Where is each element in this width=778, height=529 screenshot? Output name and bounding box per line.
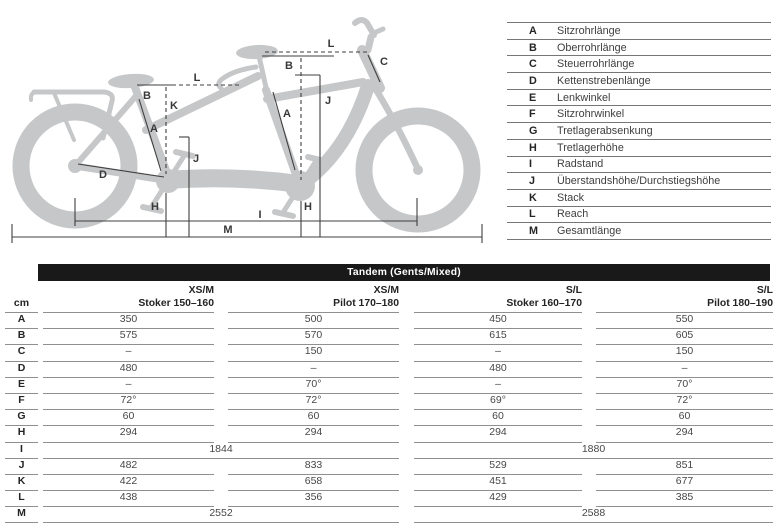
legend-key: K	[529, 191, 537, 204]
legend-term: Sitzrohrwinkel	[557, 108, 625, 121]
table-value-cell: 60	[43, 410, 214, 426]
dimension-label-stoker-K: K	[170, 100, 178, 112]
table-value-cell: 677	[596, 475, 773, 491]
legend-key: J	[529, 175, 536, 188]
legend-term: Gesamtlänge	[557, 225, 622, 238]
table-value-cell: 438	[43, 491, 214, 507]
table-column-header	[43, 283, 214, 313]
table-row-label: G	[5, 410, 38, 426]
legend-key: L	[529, 208, 536, 221]
dimension-label-chainstay-D: D	[99, 169, 107, 181]
table-row-label: B	[5, 329, 38, 345]
column-header-range: Stoker 160–170	[506, 298, 582, 309]
table-value-cell: 833	[228, 459, 399, 475]
dimension-label-pilot-H: H	[304, 201, 312, 213]
legend	[507, 22, 771, 240]
table-value-cell: 575	[43, 329, 214, 345]
table-column-header	[414, 283, 582, 313]
size-table	[0, 283, 773, 523]
table-value-cell: 150	[228, 345, 399, 361]
table-value-cell: 69°	[414, 394, 582, 410]
table-value-cell: 451	[414, 475, 582, 491]
dimension-label-pilot-A: A	[283, 108, 291, 120]
table-row-label: L	[5, 491, 38, 507]
legend-term: Tretlagerabsenkung	[557, 124, 653, 137]
table-value-cell: 385	[596, 491, 773, 507]
table-value-cell: 294	[596, 426, 773, 442]
legend-row	[507, 22, 771, 39]
legend-row	[507, 139, 771, 156]
legend-row	[507, 89, 771, 106]
legend-term: Steuerrohrlänge	[557, 58, 635, 71]
legend-row	[507, 222, 771, 240]
column-header-size: XS/M	[373, 285, 399, 296]
legend-key: D	[529, 74, 537, 87]
column-header-size: XS/M	[188, 285, 214, 296]
legend-term: Überstandshöhe/Durchstiegshöhe	[557, 175, 721, 188]
table-value-cell: 294	[228, 426, 399, 442]
dimension-label-stoker-A: A	[150, 123, 158, 135]
legend-term: Kettenstrebenlänge	[557, 74, 651, 87]
table-span-cell: 2552	[43, 507, 399, 523]
legend-key: M	[529, 225, 538, 238]
legend-term: Radstand	[557, 158, 604, 171]
legend-row	[507, 55, 771, 72]
table-value-cell: 480	[414, 362, 582, 378]
dimension-label-wheelbase-I: I	[258, 209, 262, 221]
table-row-label: D	[5, 362, 38, 378]
table-value-cell: 429	[414, 491, 582, 507]
table-value-cell: 570	[228, 329, 399, 345]
legend-key: C	[529, 58, 537, 71]
table-value-cell: –	[228, 362, 399, 378]
table-value-cell: 356	[228, 491, 399, 507]
legend-key: H	[529, 141, 537, 154]
table-value-cell: 851	[596, 459, 773, 475]
legend-row	[507, 172, 771, 189]
table-value-cell: 658	[228, 475, 399, 491]
legend-row	[507, 189, 771, 206]
table-row-label: A	[5, 313, 38, 329]
legend-row	[507, 105, 771, 122]
table-row-label: C	[5, 345, 38, 361]
legend-row	[507, 206, 771, 223]
table-row-label: E	[5, 378, 38, 394]
legend-key: B	[529, 41, 537, 54]
dimension-label-pilot-B: B	[285, 60, 293, 72]
bike-geometry-diagram	[0, 0, 505, 262]
table-span-cell: 1844	[43, 443, 399, 459]
table-title-bar	[38, 264, 770, 281]
table-value-cell: 294	[43, 426, 214, 442]
column-header-range: Pilot 170–180	[333, 298, 399, 309]
table-value-cell: –	[43, 378, 214, 394]
legend-term: Oberrohrlänge	[557, 41, 627, 54]
legend-key: E	[529, 91, 537, 104]
front-handlebar	[355, 20, 383, 50]
legend-key: G	[529, 124, 538, 137]
table-value-cell: –	[43, 345, 214, 361]
table-row-label: F	[5, 394, 38, 410]
table-title: Tandem (Gents/Mixed)	[347, 267, 461, 278]
legend-row	[507, 122, 771, 139]
dimension-label-overall-M: M	[223, 224, 233, 236]
table-value-cell: 500	[228, 313, 399, 329]
legend-key: I	[529, 158, 532, 171]
table-value-cell: 605	[596, 329, 773, 345]
table-row-label: J	[5, 459, 38, 475]
table-value-cell: 60	[228, 410, 399, 426]
legend-key: F	[529, 108, 536, 121]
table-value-cell: 615	[414, 329, 582, 345]
table-value-cell: 450	[414, 313, 582, 329]
table-value-cell: 72°	[43, 394, 214, 410]
column-header-range: Pilot 180–190	[707, 298, 773, 309]
table-row-label: H	[5, 426, 38, 442]
table-value-cell: 60	[414, 410, 582, 426]
column-header-size: S/L	[756, 285, 773, 296]
legend-term: Stack	[557, 191, 585, 204]
dimension-label-stoker-B: B	[143, 90, 151, 102]
table-row-label: M	[5, 507, 38, 523]
dimension-label-stoker-J: J	[192, 153, 200, 165]
dimension-label-pilot-J: J	[324, 95, 332, 107]
legend-row	[507, 39, 771, 56]
table-row-label: I	[5, 443, 38, 459]
table-value-cell: 529	[414, 459, 582, 475]
legend-term: Tretlagerhöhe	[557, 141, 624, 154]
table-value-cell: 350	[43, 313, 214, 329]
table-value-cell: 422	[43, 475, 214, 491]
table-value-cell: 480	[43, 362, 214, 378]
table-value-cell: 60	[596, 410, 773, 426]
table-span-cell: 1880	[414, 443, 773, 459]
dimension-label-stoker-L: L	[193, 72, 201, 84]
table-value-cell: 70°	[228, 378, 399, 394]
table-value-cell: 72°	[596, 394, 773, 410]
legend-row	[507, 156, 771, 173]
legend-term: Sitzrohrlänge	[557, 24, 621, 37]
dimension-label-pilot-L: L	[327, 38, 335, 50]
table-column-header	[596, 283, 773, 313]
dimension-label-stoker-H: H	[151, 201, 159, 213]
legend-term: Reach	[557, 208, 589, 221]
column-header-size: S/L	[565, 285, 582, 296]
legend-key: A	[529, 24, 537, 37]
legend-term: Lenkwinkel	[557, 91, 611, 104]
dimension-label-headtube-C: C	[380, 56, 388, 68]
table-value-cell: –	[414, 345, 582, 361]
table-value-cell: 294	[414, 426, 582, 442]
column-header-range: Stoker 150–160	[138, 298, 214, 309]
table-row-label: K	[5, 475, 38, 491]
tandem-bike-silhouette	[21, 20, 472, 224]
table-value-cell: 482	[43, 459, 214, 475]
table-value-cell: 72°	[228, 394, 399, 410]
table-value-cell: –	[596, 362, 773, 378]
unit-label: cm	[5, 283, 38, 313]
table-value-cell: 70°	[596, 378, 773, 394]
table-value-cell: 550	[596, 313, 773, 329]
table-value-cell: 150	[596, 345, 773, 361]
table-value-cell: –	[414, 378, 582, 394]
table-column-header	[228, 283, 399, 313]
legend-row	[507, 72, 771, 89]
table-span-cell: 2588	[414, 507, 773, 523]
